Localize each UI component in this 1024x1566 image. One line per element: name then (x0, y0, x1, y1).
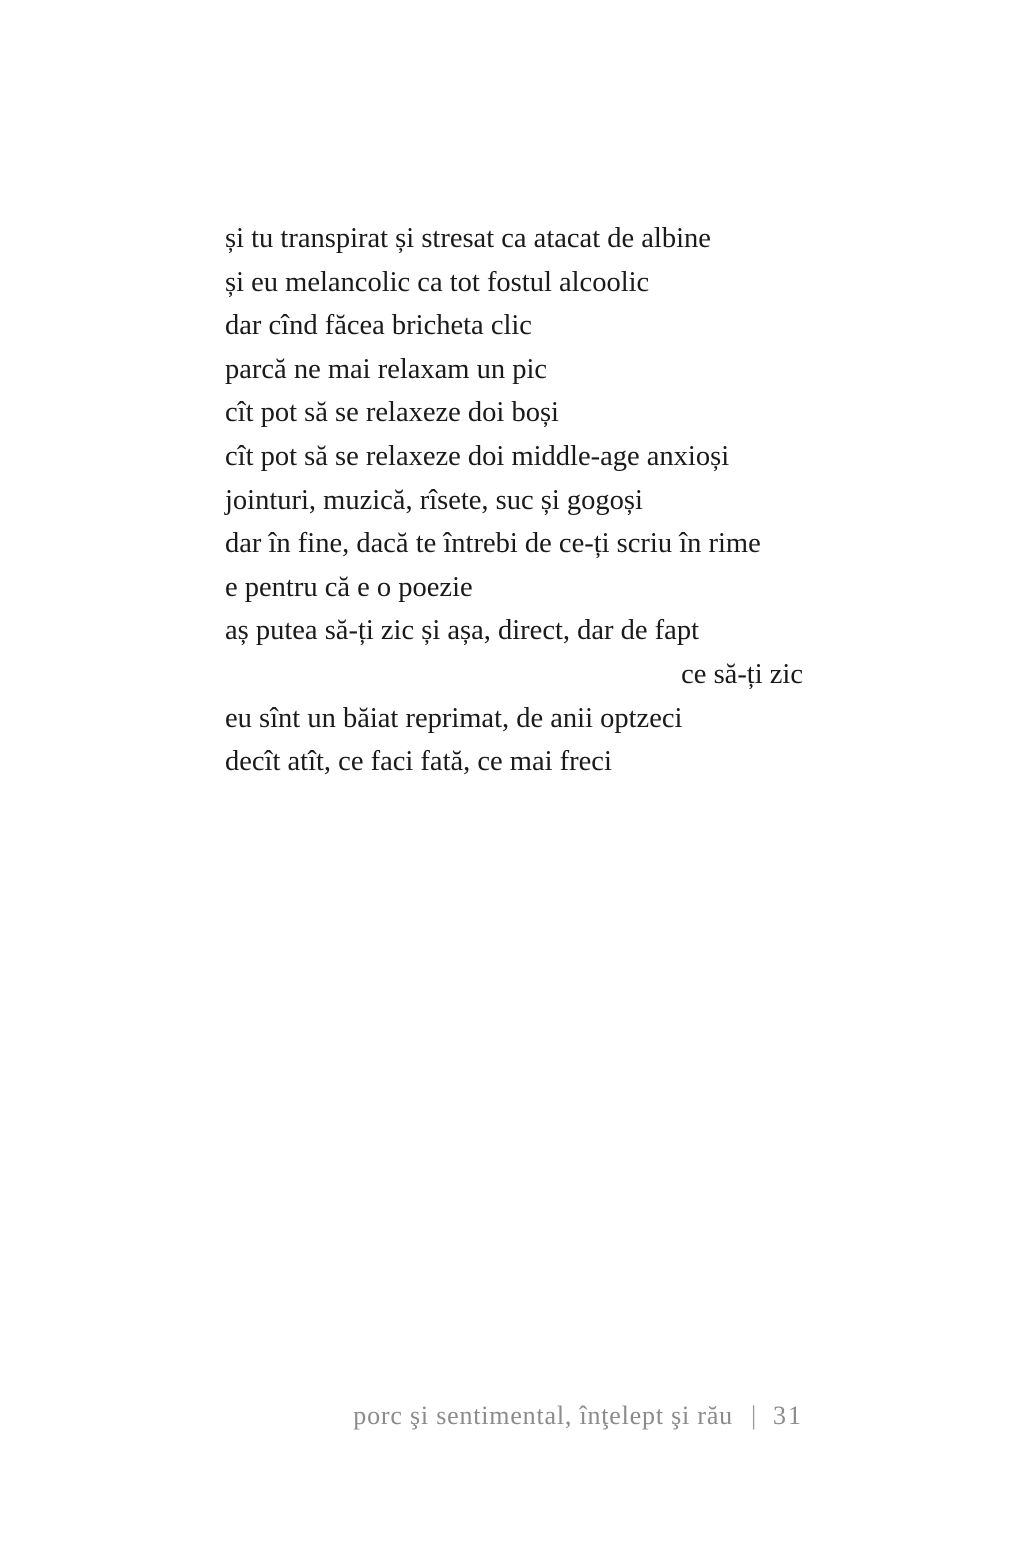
poem-line: dar în fine, dacă te întrebi de ce-ți scriu în rime (225, 528, 761, 560)
poem-line-right-aligned: ce să-ți zic (681, 658, 803, 690)
poem-line: și tu transpirat și stresat ca atacat de albine (225, 223, 711, 254)
poem-line: e pentru că e o poezie (225, 571, 473, 603)
footer-separator: | (750, 1401, 757, 1430)
running-title: porc şi sentimental, înţelept şi rău (353, 1401, 733, 1430)
poem-line: jointuri, muzică, rîsete, suc și gogoși (225, 484, 643, 516)
poem-line: decît atît, ce faci fată, ce mai freci (225, 746, 612, 778)
poem-line: eu sînt un băiat reprimat, de anii optzeci (225, 702, 683, 734)
poem-line: și eu melancolic ca tot fostul alcoolic (225, 266, 650, 298)
page-footer (225, 1400, 803, 1432)
poem-body (225, 217, 803, 784)
page-number: 31 (773, 1401, 803, 1430)
poem-line: aș putea să-ți zic și așa, direct, dar de fapt (225, 615, 699, 647)
poem-line: parcă ne mai relaxam un pic (225, 353, 548, 385)
poem-line: cît pot să se relaxeze doi middle-age anxioși (225, 440, 730, 472)
poem-line: dar cînd făcea bricheta clic (225, 310, 532, 342)
poem-line: cît pot să se relaxeze doi boși (225, 397, 559, 429)
